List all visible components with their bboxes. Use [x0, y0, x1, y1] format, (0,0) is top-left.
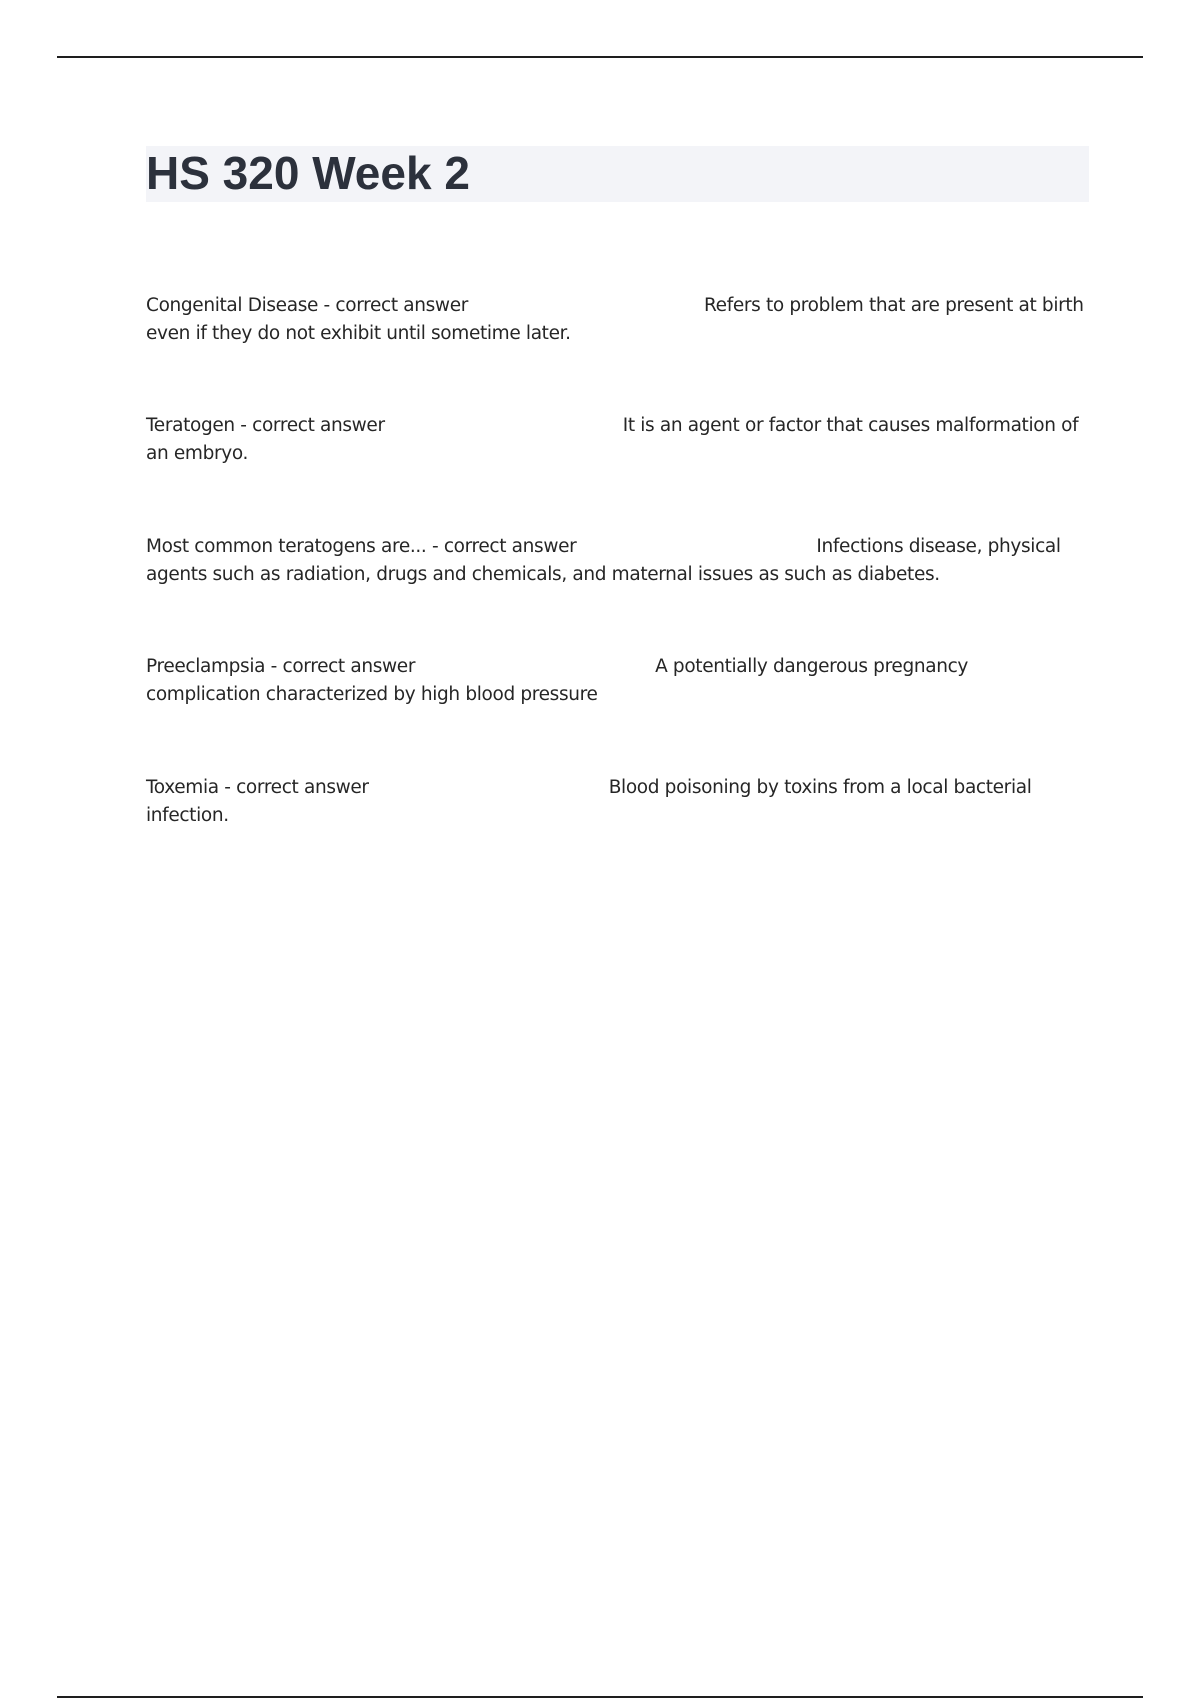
flashcard-term: Toxemia - correct answer — [146, 777, 369, 798]
flashcard-answer: A potentially dangerous pregnancy complication characterized by high blood pressure — [146, 656, 969, 705]
flashcard-common-teratogens — [146, 533, 1086, 589]
flashcard-toxemia — [146, 774, 1086, 830]
page-title: HS 320 Week 2 — [146, 147, 470, 199]
flashcard-term: Most common teratogens are... - correct answer — [146, 536, 577, 557]
flashcard-preeclampsia — [146, 653, 1086, 709]
flashcard-term: Teratogen - correct answer — [146, 415, 385, 436]
top-rule — [57, 56, 1143, 58]
flashcard-answer: Blood poisoning by toxins from a local bacterial infection. — [146, 777, 1032, 826]
flashcard-term: Preeclampsia - correct answer — [146, 656, 416, 677]
flashcard-term: Congenital Disease - correct answer — [146, 295, 468, 316]
flashcard-teratogen — [146, 412, 1086, 468]
flashcard-answer: Refers to problem that are present at birth even if they do not exhibit until sometime later. — [146, 295, 1084, 344]
flashcard-congenital-disease — [146, 292, 1086, 348]
flashcard-answer: It is an agent or factor that causes malformation of an embryo. — [146, 415, 1079, 464]
bottom-rule — [57, 1696, 1143, 1698]
flashcard-answer: Infections disease, physical agents such as radiation, drugs and chemicals, and maternal issues as such as diabetes. — [146, 536, 1061, 585]
